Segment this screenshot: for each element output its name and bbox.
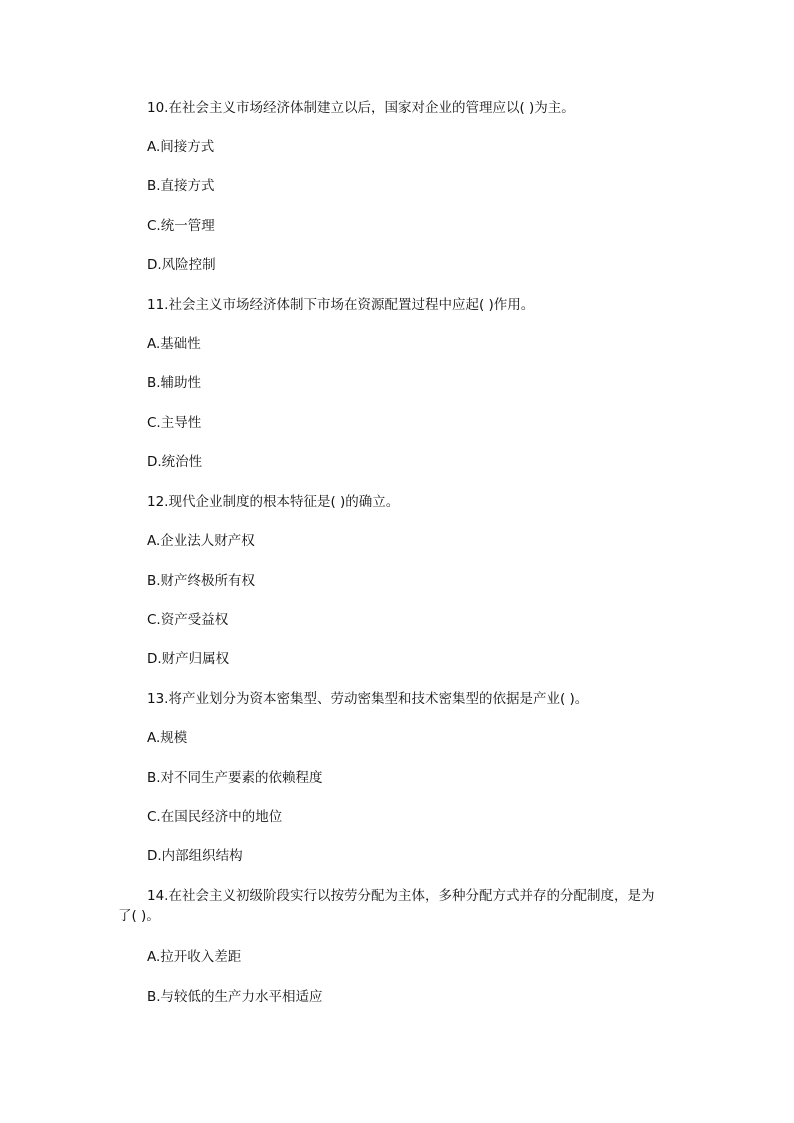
question-14-option-a: A.拉开收入差距 <box>147 949 242 965</box>
question-10-option-d: D.风险控制 <box>147 257 216 273</box>
question-14-stem-line-2: 了( )。 <box>118 908 160 924</box>
question-10-option-b: B.直接方式 <box>147 178 215 194</box>
question-12-option-d: D.财产归属权 <box>147 651 230 667</box>
question-12-option-b: B.财产终极所有权 <box>147 573 256 589</box>
question-11-option-a: A.基础性 <box>147 336 201 352</box>
question-10-option-c: C.统一管理 <box>147 218 215 234</box>
question-11-option-c: C.主导性 <box>147 415 202 431</box>
question-13-option-d: D.内部组织结构 <box>147 848 243 864</box>
question-12-stem: 12.现代企业制度的根本特征是( )的确立。 <box>147 494 400 510</box>
question-11-option-b: B.辅助性 <box>147 375 202 391</box>
question-14-option-b: B.与较低的生产力水平相适应 <box>147 989 323 1005</box>
question-11-stem: 11.社会主义市场经济体制下市场在资源配置过程中应起( )作用。 <box>147 297 535 313</box>
question-13-stem: 13.将产业划分为资本密集型、劳动密集型和技术密集型的依据是产业( )。 <box>147 691 589 707</box>
question-10-stem: 10.在社会主义市场经济体制建立以后，国家对企业的管理应以( )为主。 <box>147 100 575 116</box>
question-13-option-b: B.对不同生产要素的依赖程度 <box>147 770 323 786</box>
question-13-option-a: A.规模 <box>147 730 188 746</box>
question-10-option-a: A.间接方式 <box>147 139 215 155</box>
question-14-stem-line-1: 14.在社会主义初级阶段实行以按劳分配为主体，多种分配方式并存的分配制度，是为 <box>147 888 655 904</box>
question-13-option-c: C.在国民经济中的地位 <box>147 809 283 825</box>
question-12-option-a: A.企业法人财产权 <box>147 533 255 549</box>
question-12-option-c: C.资产受益权 <box>147 612 229 628</box>
question-11-option-d: D.统治性 <box>147 454 203 470</box>
